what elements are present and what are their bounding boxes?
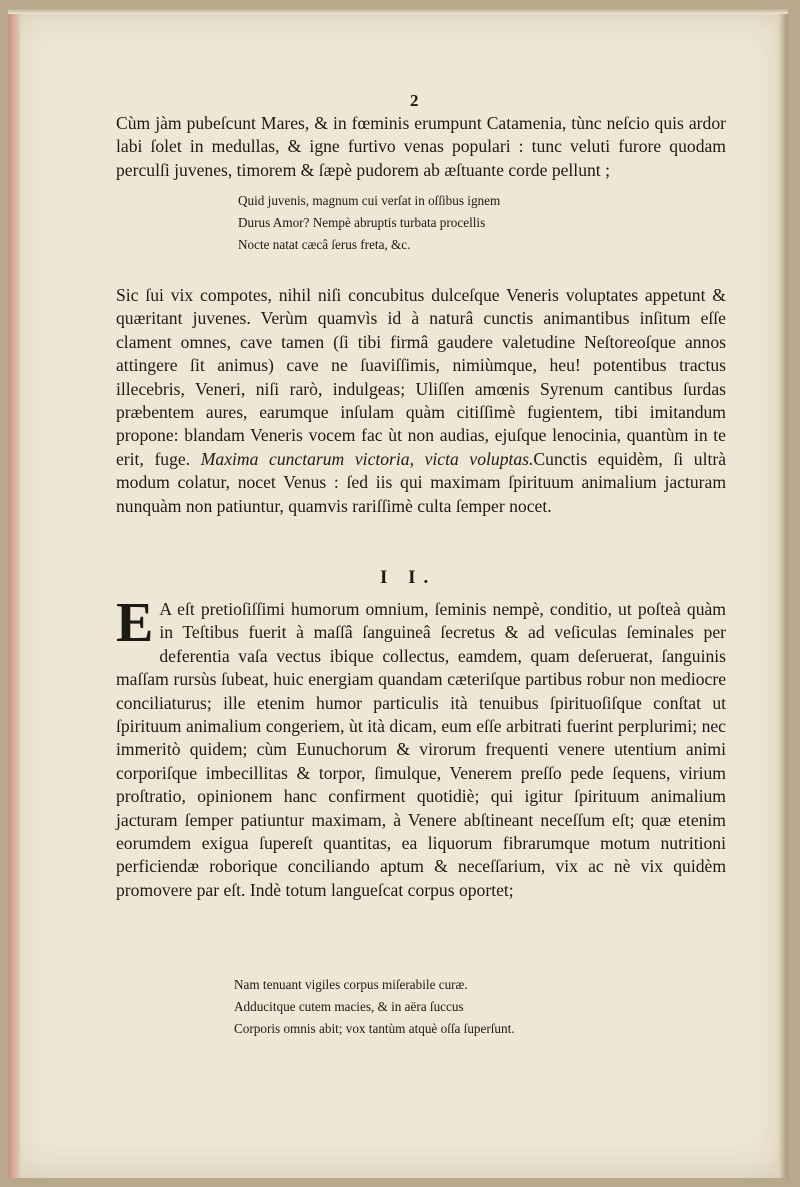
page-left-edge [8,8,20,1178]
verse-line: Quid juvenis, magnum cui verſat in oſſibus ignem [238,193,501,208]
paragraph-3-text: A eſt pretioſiſſimi humorum omnium, ſeminis nempè, conditio, ut poſteà quàm in Teſtibus fuerit à maſſâ ſanguineâ ſecretus & ad veſiculas ſeminales per deferentia vaſa vectus ibique collectus, eamdem, quam deſeruerat, ſanguinis maſſam rursùs ſubeat, huic energiam quandam cæteriſque partibus robur non mediocre conciliaturus; ille etenim humor particulis ità tenuibus ſpirituoſiſque conſtat ut ſpirituum animalium congeriem, ùt ità dicam, eum eſſe arbitrati fuerint perplurimi; nec immeritò quidem; cùm Eunuchorum & virorum frequenti venere utentium animi corporiſque imbecillitas & torpor, ſimulque, Venerem preſſo pede ſequens, virium proſtratio, opinionem hanc confirment quotidiè; qui igitur ſpirituum animalium jacturam ſemper patiuntur maximam, à Venere abſtineant neceſſum eſt; quæ etenim eorumdem exigua ſupereſt quantitas, ea liquorum fibrarumque motum nutritioni perficiendæ roborique conciliando aptum & neceſſarium, vix ac nè vix quidèm promovere par eſt. Indè totum langueſcat corpus oportet; [116,599,726,900]
verse-line: Adducitque cutem macies, & in aëra ſuccus [234,999,464,1014]
verse-line: Nocte natat cæcâ ſerus freta, &c. [238,237,411,252]
book-page [8,8,788,1178]
verse-line: Corporis omnis abit; vox tantùm atquè oſſa ſuperſunt. [234,1021,515,1036]
page-top-edge [8,8,788,14]
paragraph-3 [116,592,726,902]
paragraph-2-text-b: Cunctis equidèm, ſi ultrà modum colatur, nocet Venus : ſed iis qui maximam ſpirituum animalium jacturam nunquàm non patiuntur, quamvis rariſſimè culta ſemper nocet. [116,448,727,516]
paragraph-2 [116,284,726,518]
italic-maxim: Maxima cunctarum victoria, victa voluptas. [200,448,534,469]
section-heading: I I. [380,567,437,588]
paragraph-1: Cùm jàm pubeſcunt Mares, & in fœminis erumpunt Catamenia, tùnc neſcio quis ardor labi ſolet in medullas, & igne furtivo venas populari : tunc veluti furore quodam perculſi juvenes, timorem & ſæpè pudorem ab æſtuante corde pellunt ; [116,113,726,180]
paragraph-2-text-a: Sic ſui vix compotes, nihil niſi concubitus dulceſque Veneris voluptates appetunt & quæritant juvenes. Verùm quamvìs id à naturâ cunctis animantibus inſitum eſſe clament omnes, cave tamen (ſi tibi firmâ gaudere valetudine Neſtoreoſque annos attingere ſit animus) cave ne ſuaviſſimis, nimiùmque, heu! potentibus tractus illecebris, Veneri, niſi rarò, indulgeas; Uliſſen amœnis Syrenum cantibus ſurdas præbentem aures, earumque inſulam quàm citiſſimè fugientem, tibi imitandum propone: blandam Veneris vocem fac ùt non audias, ejuſque lenocinia, quantùm in te erit, fuge. [116,285,726,469]
page-number: 2 [410,91,419,110]
verse-line: Durus Amor? Nempè abruptis turbata procellis [238,215,486,230]
verse-quote-1 [238,190,500,256]
page-right-edge [778,8,788,1178]
verse-line: Nam tenuant vigiles corpus miſerabile curæ. [234,977,468,992]
verse-quote-2 [234,974,515,1040]
drop-cap: E [116,592,154,654]
